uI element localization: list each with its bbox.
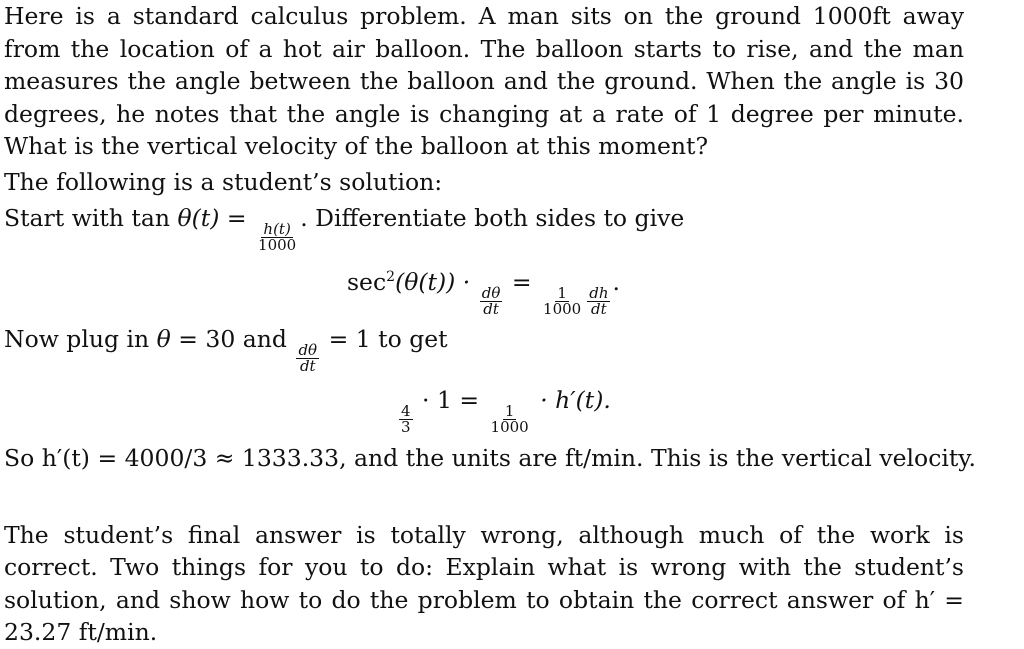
- solution-start-line: Start with tan θ(t) = $\frac{h(t)}{1000}$ . Differentiate both sides to give: [4, 204, 685, 255]
- display-equation-2: $\frac{4}{3}$ · 1 = $\frac{1}{1000}$ · h′(t).: [401, 386, 611, 437]
- solution-conclusion: So h′(t) = 4000/3 ≈ 1333.33, and the units are ft/min. This is the vertical velocity.: [4, 444, 976, 472]
- plug-in-line: Now plug in θ = 30 and $\frac{d\theta}{dt}$ = 1 to get: [4, 325, 448, 376]
- task-statement: The student’s final answer is totally wrong, although much of the work is correct. Two things for you to do: Explain what is wrong with the student’s solution, and show how to do the problem to obtain the correct answer of h′ = 23.27 ft/min.: [4, 520, 964, 647]
- solution-intro: The following is a student’s solution:: [4, 168, 443, 196]
- display-equation-1: $\sec^2(\theta(t))$ · $\frac{d\theta}{dt}$ = $\frac{1}{1000}$ $\frac{dh}{dt}$ .: [347, 268, 620, 319]
- fraction-h-over-1000: $\frac{h(t)}{1000}$: [258, 220, 297, 255]
- problem-statement: Here is a standard calculus problem. A man sits on the ground 1000ft away from the location of a hot air balloon. The balloon starts to rise, and the man measures the angle between the balloon and the ground. When the angle is 30 degrees, he notes that the angle is changing at a rate of 1 degree per minute. What is the vertical velocity of the balloon at this moment?: [4, 2, 964, 161]
